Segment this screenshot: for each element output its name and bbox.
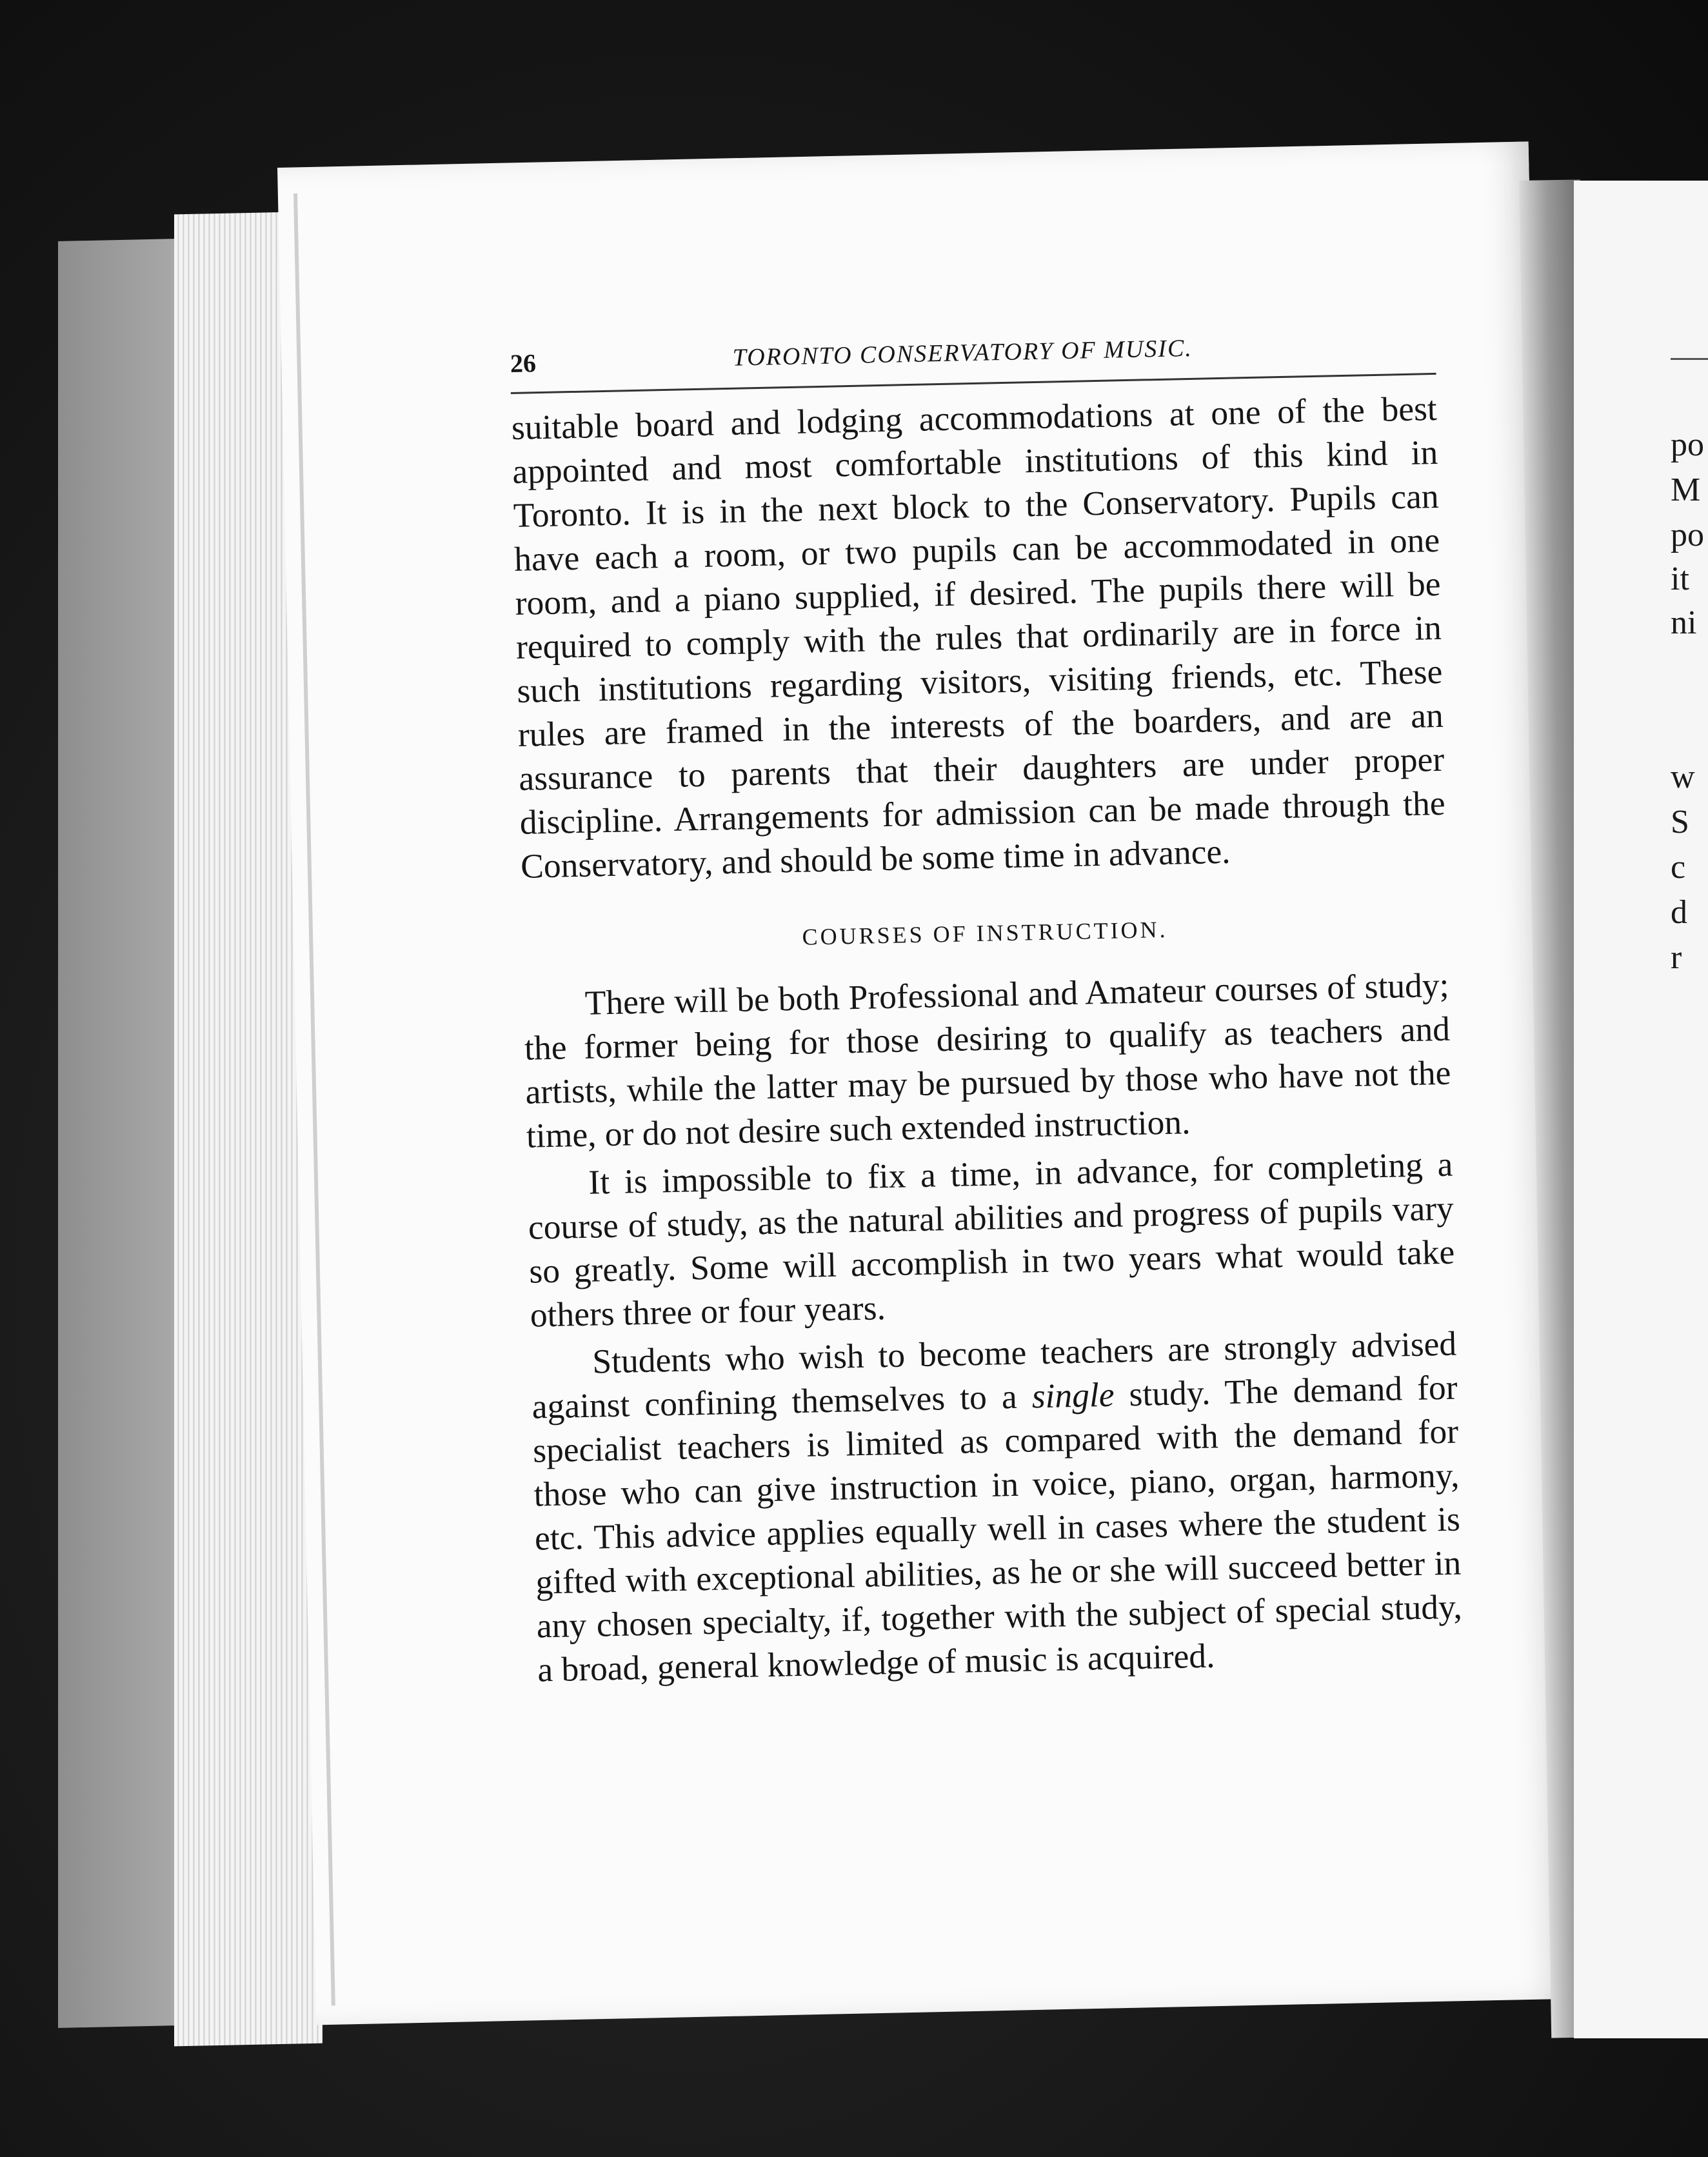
facing-page-rule (1671, 358, 1708, 360)
facing-fragment: c (1671, 849, 1686, 886)
page-text-block (510, 315, 1505, 1692)
paragraph-timing: It is impossible to fix a time, in advance, for completing a course of study, as the natural abilities and progress of pupils vary so greatly. Some will accomplish in two years what would take others three or four years. (528, 1144, 1455, 1335)
facing-fragment: S (1671, 804, 1689, 840)
facing-fragment: po (1671, 517, 1704, 553)
facing-fragment: d (1671, 894, 1687, 931)
advice-emphasis: single (1031, 1375, 1115, 1416)
facing-fragment: M (1671, 472, 1701, 508)
facing-fragment: r (1671, 939, 1682, 976)
paragraph-courses: There will be both Professional and Amateur courses of study; the former being for those desiring to qualify as teachers and artists, while the latter may be pursued by those who have not the time, or do not desire such extended instruction. (524, 965, 1451, 1155)
facing-fragment: w (1671, 759, 1695, 795)
facing-fragment: ni (1671, 604, 1697, 641)
running-title: TORONTO CONSERVATORY OF MUSIC. (732, 334, 1193, 372)
page-number: 26 (510, 348, 537, 378)
facing-fragment: po (1671, 426, 1704, 463)
facing-fragment: it (1671, 561, 1689, 597)
paragraph-advice (531, 1322, 1464, 1692)
advice-text-end: study. The demand for specialist teachers is limited as compared with the demand for those who can give instruction in voice, piano, organ, harmony, etc. This advice applies equally well in cases where the student is gifted with exceptional abilities, as he or she will succeed better in any chosen specialty, if, together with the subject of special study, a broad, general knowledge of music is acquired. (532, 1367, 1463, 1689)
advice-text-start: Students who wish to become teachers are strongly advised against confining themselves to a (531, 1324, 1457, 1426)
section-heading: COURSES OF INSTRUCTION. (802, 916, 1168, 950)
paragraph-boarding: suitable board and lodging accommodations at one of the best appointed and most comfortable institutions of this kind in Toronto. It is in the next block to the Conservatory. Pupils can have each a room, or two pupils can be accommodated in one room, and a piano supplied, if desired. The pupils there will be required to comply with the rules that ordinarily are in force in such institutions regarding visitors, visiting friends, etc. These rules are framed in the interests of the boarders, and are an assurance to parents that their daughters are under proper discipline. Arrangements for admission can be made through the Conservatory, and should be some time in advance. (511, 388, 1446, 886)
